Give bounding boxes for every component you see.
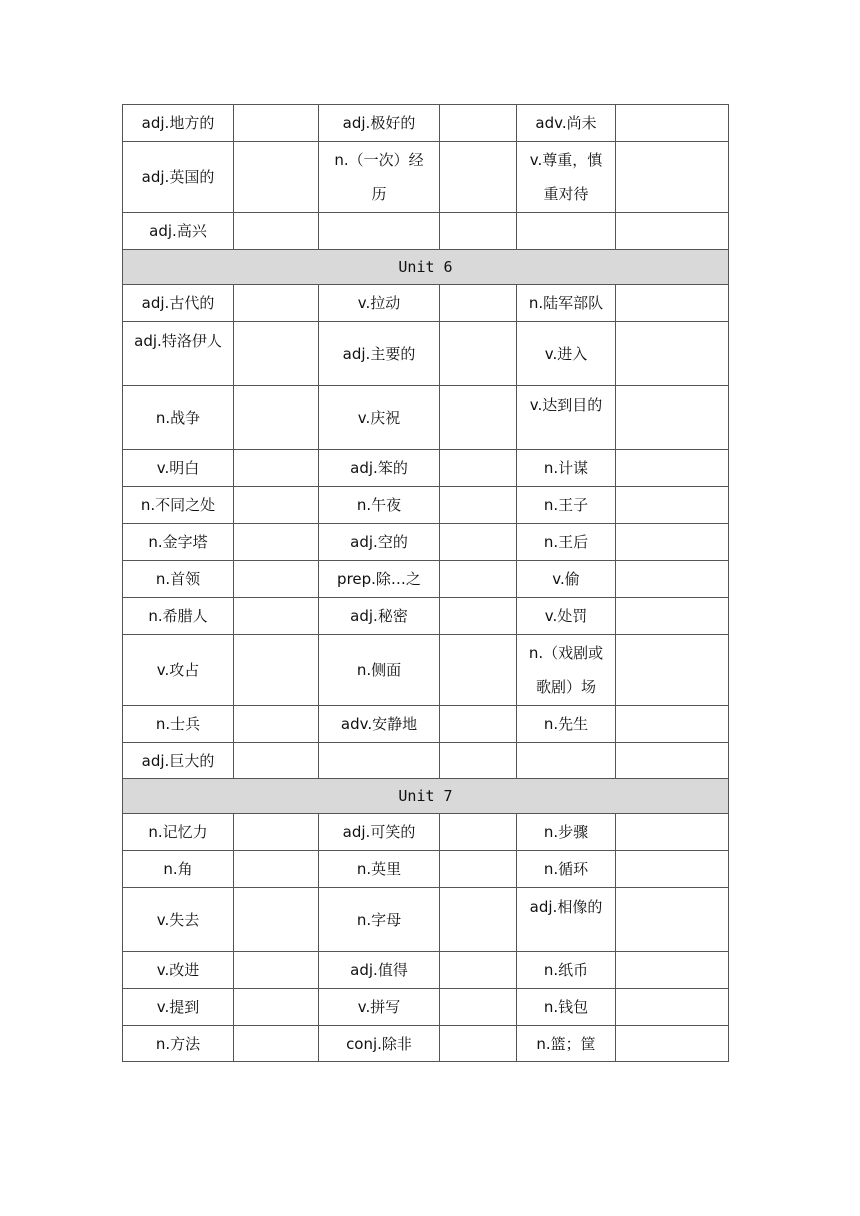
answer-blank <box>616 285 729 322</box>
word-meaning-cell: n.不同之处 <box>123 487 234 524</box>
answer-blank <box>440 142 517 213</box>
table-row <box>123 450 729 487</box>
table-row <box>123 322 729 386</box>
answer-blank <box>234 322 319 386</box>
word-meaning-cell: adj.极好的 <box>319 105 440 142</box>
table-row <box>123 213 729 250</box>
answer-blank <box>234 561 319 598</box>
answer-blank <box>234 743 319 779</box>
answer-blank <box>616 989 729 1026</box>
answer-blank <box>616 487 729 524</box>
word-meaning-cell: v.失去 <box>123 888 234 952</box>
word-meaning-cell: n.纸币 <box>517 952 616 989</box>
word-meaning-cell: adj.古代的 <box>123 285 234 322</box>
word-meaning-cell: n.字母 <box>319 888 440 952</box>
answer-blank <box>234 706 319 743</box>
answer-blank <box>234 142 319 213</box>
word-meaning-cell: adj.英国的 <box>123 142 234 213</box>
word-meaning-cell: adj.秘密 <box>319 598 440 635</box>
answer-blank <box>616 322 729 386</box>
answer-blank <box>440 450 517 487</box>
unit-header-row <box>123 250 729 285</box>
unit-7-title: Unit 7 <box>123 779 729 814</box>
word-meaning-cell: adj.空的 <box>319 524 440 561</box>
word-meaning-cell: n.计谋 <box>517 450 616 487</box>
word-meaning-cell: n.士兵 <box>123 706 234 743</box>
word-meaning-cell: adj.可笑的 <box>319 814 440 851</box>
answer-blank <box>234 851 319 888</box>
word-meaning-cell: n.方法 <box>123 1026 234 1062</box>
table-row <box>123 851 729 888</box>
answer-blank <box>440 851 517 888</box>
word-meaning-cell: v.提到 <box>123 989 234 1026</box>
word-meaning-cell: adj.笨的 <box>319 450 440 487</box>
answer-blank <box>616 213 729 250</box>
word-meaning-cell: adv.安静地 <box>319 706 440 743</box>
word-meaning-cell: adj.主要的 <box>319 322 440 386</box>
answer-blank <box>440 322 517 386</box>
unit-6-title: Unit 6 <box>123 250 729 285</box>
answer-blank <box>234 598 319 635</box>
word-meaning-cell: v.达到目的 <box>517 386 616 450</box>
answer-blank <box>440 524 517 561</box>
answer-blank <box>440 561 517 598</box>
table-row <box>123 706 729 743</box>
answer-blank <box>616 814 729 851</box>
answer-blank <box>440 635 517 706</box>
word-meaning-cell: n.英里 <box>319 851 440 888</box>
answer-blank <box>616 743 729 779</box>
word-meaning-cell: n.战争 <box>123 386 234 450</box>
answer-blank <box>616 1026 729 1062</box>
table-row <box>123 952 729 989</box>
word-meaning-cell: n.首领 <box>123 561 234 598</box>
word-meaning-cell: v.庆祝 <box>319 386 440 450</box>
table-row <box>123 743 729 779</box>
answer-blank <box>440 888 517 952</box>
answer-blank <box>234 524 319 561</box>
table-row <box>123 635 729 706</box>
answer-blank <box>234 487 319 524</box>
word-meaning-cell: v.拉动 <box>319 285 440 322</box>
word-meaning-cell <box>517 743 616 779</box>
word-meaning-cell <box>517 213 616 250</box>
table-row <box>123 487 729 524</box>
vocabulary-table <box>122 104 729 1062</box>
answer-blank <box>440 386 517 450</box>
word-meaning-cell: v.尊重，慎重对待 <box>517 142 616 213</box>
table-row <box>123 561 729 598</box>
word-meaning-cell: v.处罚 <box>517 598 616 635</box>
answer-blank <box>616 450 729 487</box>
answer-blank <box>616 524 729 561</box>
word-meaning-cell: adj.特洛伊人 <box>123 322 234 386</box>
word-meaning-cell: n.篮；筐 <box>517 1026 616 1062</box>
answer-blank <box>440 598 517 635</box>
word-meaning-cell: n.记忆力 <box>123 814 234 851</box>
answer-blank <box>440 989 517 1026</box>
answer-blank <box>616 386 729 450</box>
table-row <box>123 989 729 1026</box>
table-row <box>123 142 729 213</box>
answer-blank <box>234 952 319 989</box>
answer-blank <box>440 814 517 851</box>
word-meaning-cell <box>319 213 440 250</box>
answer-blank <box>616 888 729 952</box>
answer-blank <box>616 105 729 142</box>
table-row <box>123 105 729 142</box>
answer-blank <box>234 888 319 952</box>
word-meaning-cell: n.步骤 <box>517 814 616 851</box>
table-row <box>123 524 729 561</box>
answer-blank <box>616 706 729 743</box>
word-meaning-cell: v.拼写 <box>319 989 440 1026</box>
answer-blank <box>440 487 517 524</box>
answer-blank <box>234 989 319 1026</box>
table-row <box>123 598 729 635</box>
word-meaning-cell: n.希腊人 <box>123 598 234 635</box>
word-meaning-cell: n.陆军部队 <box>517 285 616 322</box>
answer-blank <box>440 706 517 743</box>
word-meaning-cell: adv.尚未 <box>517 105 616 142</box>
answer-blank <box>440 105 517 142</box>
unit-header-row <box>123 779 729 814</box>
word-meaning-cell: adj.巨大的 <box>123 743 234 779</box>
word-meaning-cell: v.进入 <box>517 322 616 386</box>
word-meaning-cell: adj.相像的 <box>517 888 616 952</box>
answer-blank <box>440 743 517 779</box>
word-meaning-cell <box>319 743 440 779</box>
word-meaning-cell: n.王子 <box>517 487 616 524</box>
word-meaning-cell: adj.地方的 <box>123 105 234 142</box>
word-meaning-cell: n.（戏剧或歌剧）场 <box>517 635 616 706</box>
answer-blank <box>440 285 517 322</box>
answer-blank <box>616 142 729 213</box>
answer-blank <box>234 213 319 250</box>
answer-blank <box>234 635 319 706</box>
answer-blank <box>616 851 729 888</box>
answer-blank <box>616 635 729 706</box>
word-meaning-cell: n.（一次）经历 <box>319 142 440 213</box>
answer-blank <box>616 598 729 635</box>
word-meaning-cell: adj.值得 <box>319 952 440 989</box>
answer-blank <box>440 213 517 250</box>
word-meaning-cell: n.先生 <box>517 706 616 743</box>
table-row <box>123 1026 729 1062</box>
word-meaning-cell: n.角 <box>123 851 234 888</box>
word-meaning-cell: v.明白 <box>123 450 234 487</box>
answer-blank <box>234 105 319 142</box>
table-row <box>123 386 729 450</box>
word-meaning-cell: v.偷 <box>517 561 616 598</box>
word-meaning-cell: v.攻占 <box>123 635 234 706</box>
answer-blank <box>440 952 517 989</box>
answer-blank <box>234 386 319 450</box>
word-meaning-cell: n.午夜 <box>319 487 440 524</box>
word-meaning-cell: adj.高兴 <box>123 213 234 250</box>
word-meaning-cell: n.金字塔 <box>123 524 234 561</box>
answer-blank <box>234 285 319 322</box>
word-meaning-cell: n.侧面 <box>319 635 440 706</box>
answer-blank <box>440 1026 517 1062</box>
answer-blank <box>616 561 729 598</box>
word-meaning-cell: n.王后 <box>517 524 616 561</box>
word-meaning-cell: n.循环 <box>517 851 616 888</box>
answer-blank <box>234 1026 319 1062</box>
table-row <box>123 888 729 952</box>
word-meaning-cell: conj.除非 <box>319 1026 440 1062</box>
answer-blank <box>234 450 319 487</box>
answer-blank <box>234 814 319 851</box>
answer-blank <box>616 952 729 989</box>
table-row <box>123 285 729 322</box>
word-meaning-cell: prep.除…之 <box>319 561 440 598</box>
word-meaning-cell: n.钱包 <box>517 989 616 1026</box>
word-meaning-cell: v.改进 <box>123 952 234 989</box>
table-row <box>123 814 729 851</box>
